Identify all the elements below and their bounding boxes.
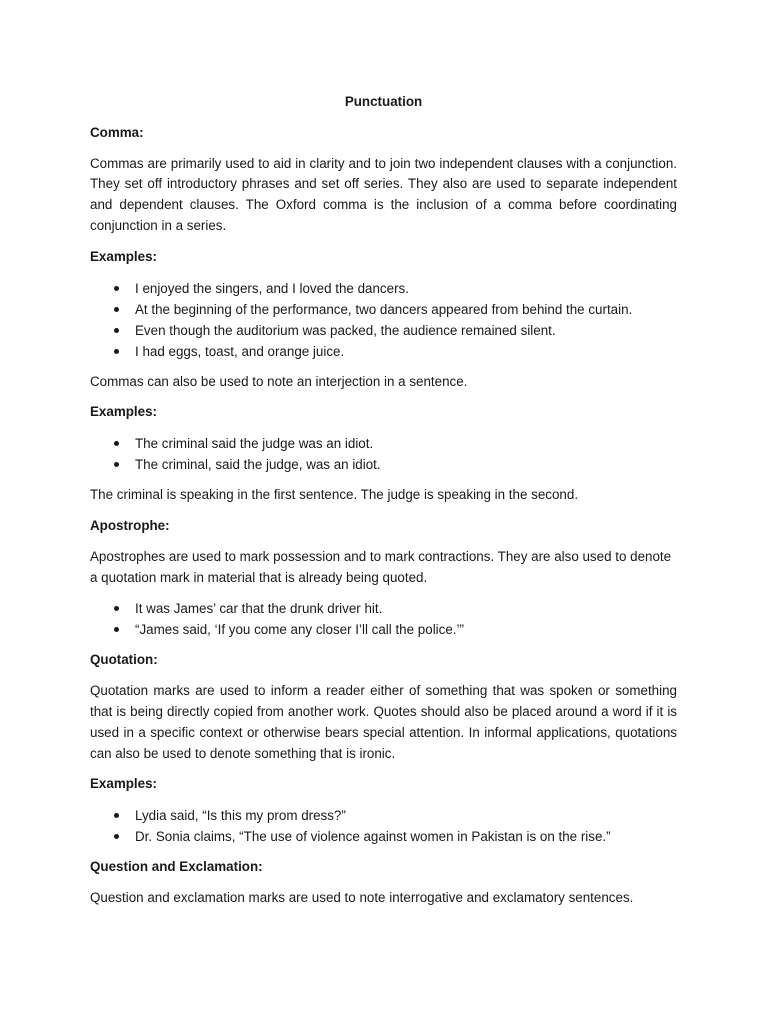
list-item [90,598,677,619]
list-item [90,619,677,640]
section-heading: Quotation: [90,652,158,668]
section-paragraph: Question and exclamation marks are used to note interrogative and exclamatory sentences. [90,889,634,905]
document-page [90,92,677,919]
list-item-text: I had eggs, toast, and orange juice. [135,343,345,359]
bullet-icon [114,627,119,632]
list-item [90,433,677,454]
bullet-icon [114,328,119,333]
section-heading: Comma: [90,124,144,140]
bullet-list [90,598,677,640]
section-heading: Question and Exclamation: [90,859,263,875]
list-item-text: At the beginning of the performance, two dancers appeared from behind the curtain. [135,301,633,317]
section-apostrophe [90,516,677,640]
list-item-text: It was James’ car that the drunk driver hit. [135,601,383,617]
section-paragraph: The criminal is speaking in the first sentence. The judge is speaking in the second. [90,487,579,503]
section-paragraph: Commas can also be used to note an interjection in a sentence. [90,373,468,389]
bullet-icon [114,286,119,291]
list-item [90,299,677,320]
examples-label: Examples: [90,404,157,420]
bullet-icon [114,441,119,446]
bullet-icon [114,834,119,839]
section-comma [90,123,677,506]
list-item-text: “James said, ‘If you come any closer I’ll call the police.’” [135,622,464,638]
bullet-list [90,433,677,475]
bullet-list [90,278,677,362]
bullet-list [90,805,677,847]
section-paragraph: Quotation marks are used to inform a reader either of something that was spoken or something that is being directly copied from another work. Quotes should also be placed around a word if it is used in a specific context or otherwise bears special attention. In informal applications, quotations can also be used to denote something that is ironic. [90,683,677,761]
examples-label: Examples: [90,248,157,264]
bullet-icon [114,349,119,354]
section-question-exclamation [90,857,677,909]
list-item [90,805,677,826]
section-heading: Apostrophe: [90,517,170,533]
bullet-icon [114,307,119,312]
list-item-text: I enjoyed the singers, and I loved the dancers. [135,280,409,296]
list-item [90,341,677,362]
section-paragraph: Commas are primarily used to aid in clarity and to join two independent clauses with a conjunction. They set off introductory phrases and set off series. They also are used to separate independent and dependent clauses. The Oxford comma is the inclusion of a comma before coordinating conjunction in a series. [90,155,677,233]
bullet-icon [114,462,119,467]
list-item [90,320,677,341]
list-item [90,826,677,847]
list-item-text: Dr. Sonia claims, “The use of violence against women in Pakistan is on the rise.” [135,829,611,845]
list-item-text: Even though the auditorium was packed, the audience remained silent. [135,322,556,338]
examples-label: Examples: [90,776,157,792]
list-item-text: The criminal, said the judge, was an idiot. [135,457,381,473]
section-paragraph: Apostrophes are used to mark possession and to mark contractions. They are also used to denote a quotation mark in material that is already being quoted. [90,548,672,585]
bullet-icon [114,813,119,818]
document-title: Punctuation [344,94,423,109]
list-item [90,454,677,475]
bullet-icon [114,606,119,611]
section-quotation [90,650,677,847]
list-item [90,278,677,299]
list-item-text: Lydia said, “Is this my prom dress?” [135,808,346,824]
list-item-text: The criminal said the judge was an idiot. [135,436,374,452]
